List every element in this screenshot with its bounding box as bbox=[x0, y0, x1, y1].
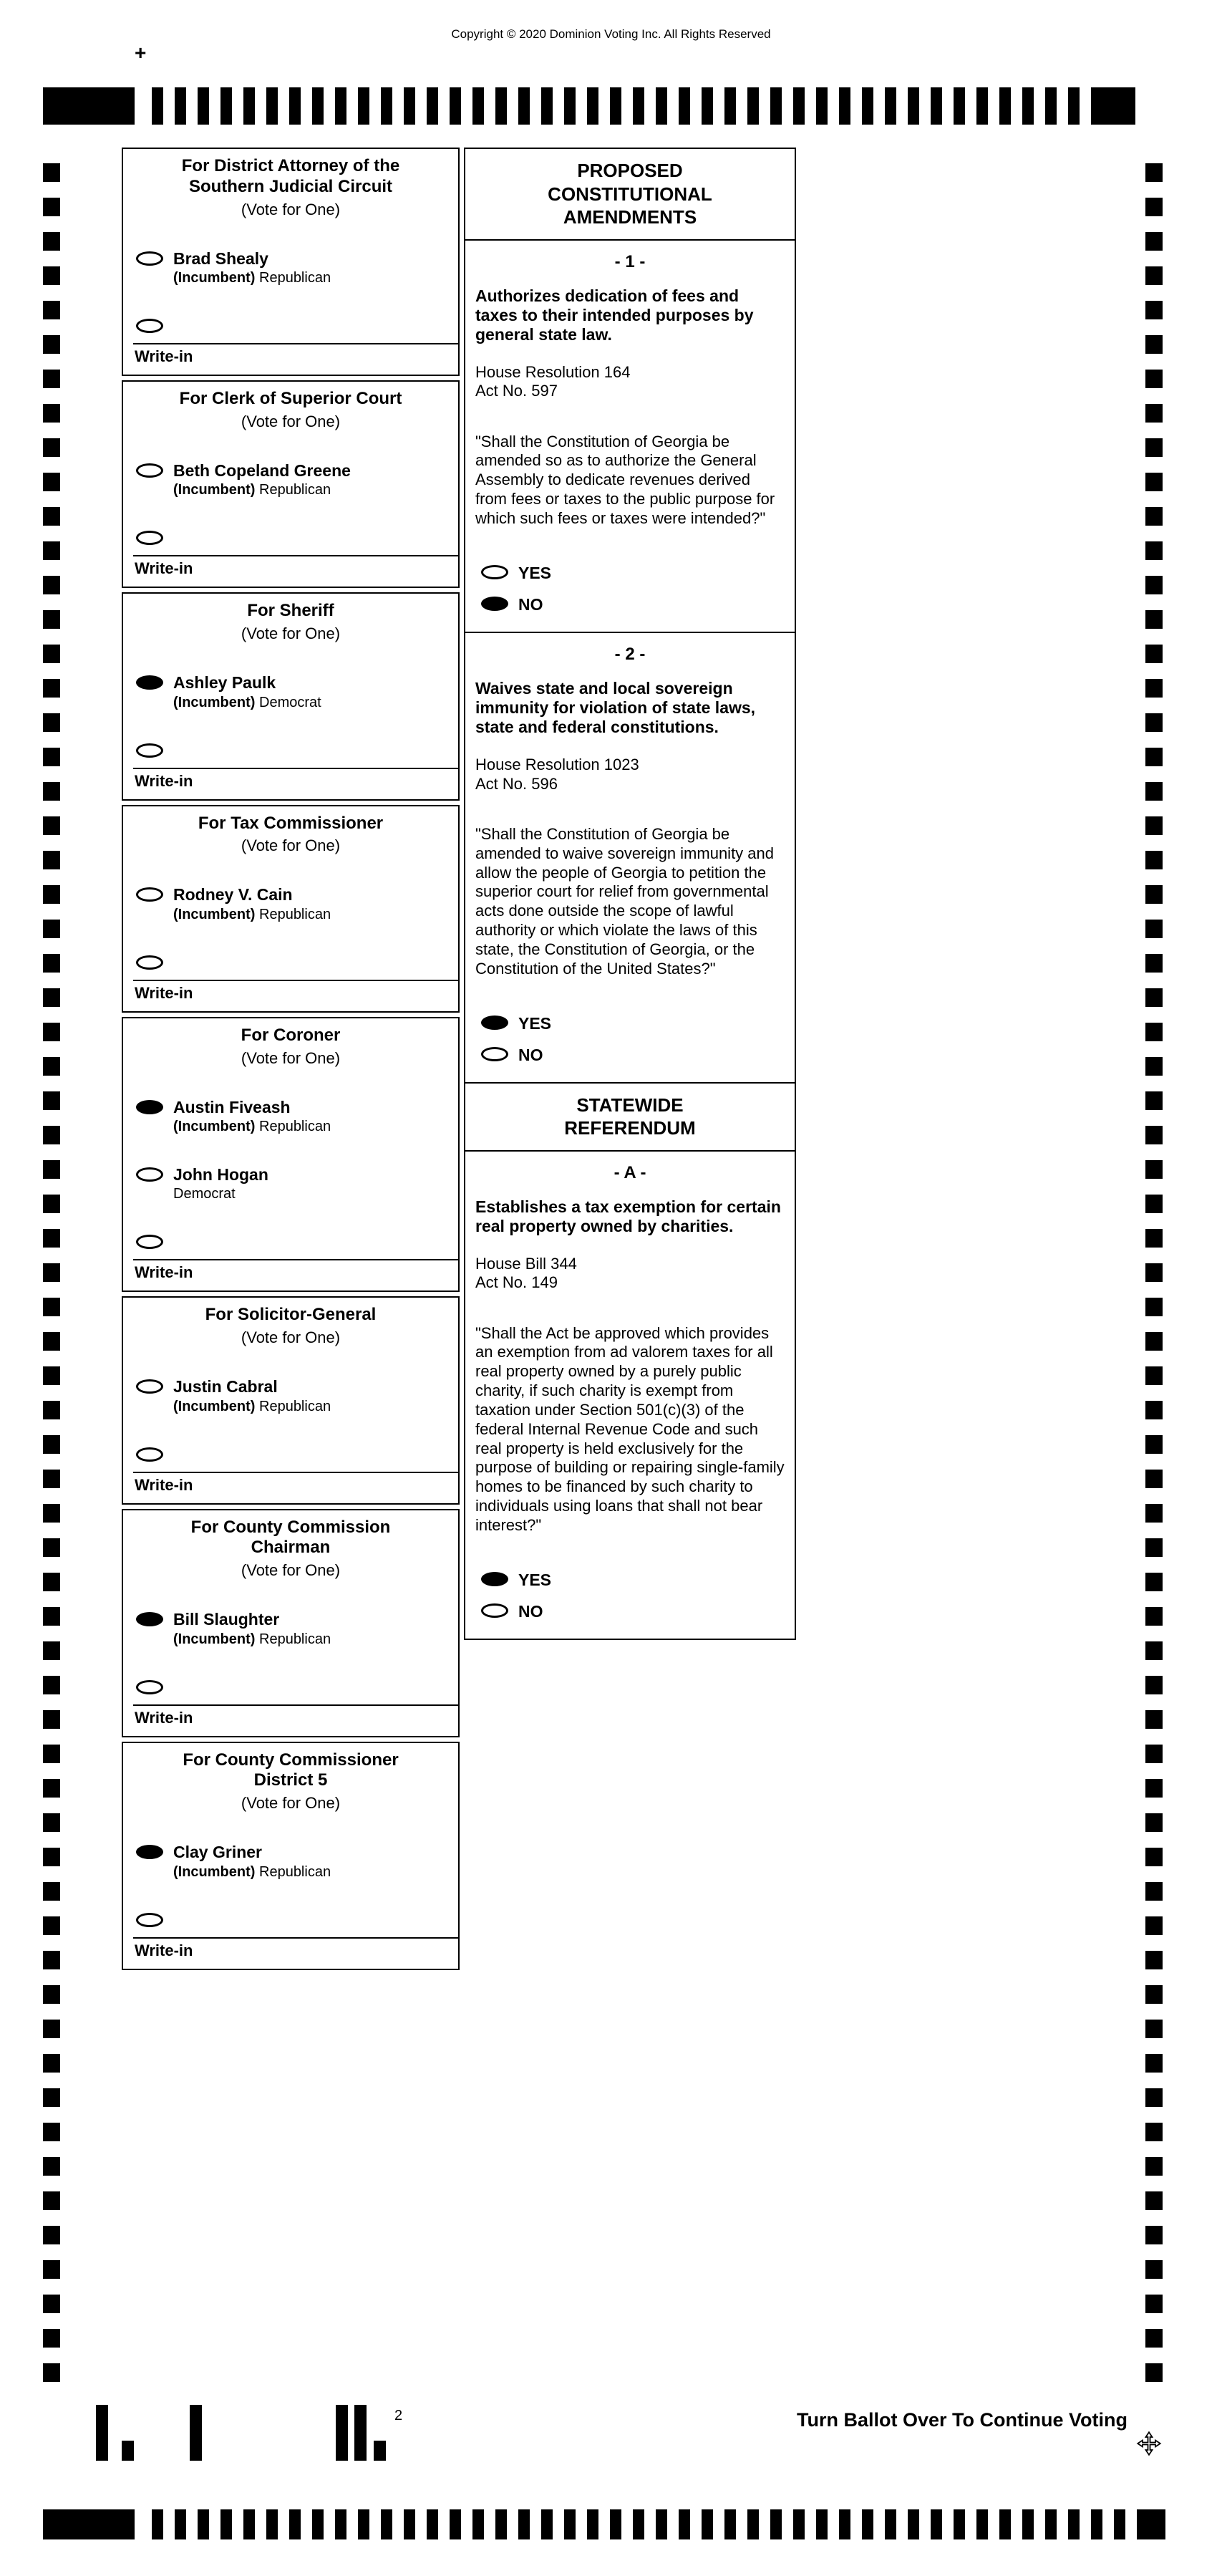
amendments-header: PROPOSED CONSTITUTIONAL AMENDMENTS bbox=[465, 149, 795, 241]
candidate-party-name: Republican bbox=[259, 482, 331, 498]
candidate-party bbox=[173, 1864, 331, 1881]
write-in-bubble[interactable] bbox=[136, 1447, 163, 1462]
measure-number: - 1 - bbox=[614, 251, 646, 271]
candidate-party bbox=[173, 1631, 331, 1648]
contest-clerk-superior-court bbox=[122, 380, 460, 588]
referendum-header: STATEWIDE REFERENDUM bbox=[465, 1084, 795, 1152]
candidate-option[interactable] bbox=[136, 885, 458, 922]
candidate-qualifier: (Incumbent) bbox=[173, 482, 256, 498]
candidate-party bbox=[173, 695, 321, 711]
ballot-code-mark bbox=[354, 2405, 367, 2461]
candidate-qualifier: (Incumbent) bbox=[173, 1398, 256, 1414]
ballot-code-mark bbox=[122, 2441, 134, 2461]
yes-bubble[interactable] bbox=[481, 565, 508, 579]
measure-number: - 2 - bbox=[614, 644, 646, 664]
candidate-name: Clay Griner bbox=[173, 1843, 262, 1862]
candidate-party bbox=[173, 270, 331, 286]
candidate-name: Ashley Paulk bbox=[173, 673, 276, 693]
vote-bubble[interactable] bbox=[136, 1612, 163, 1626]
measures-column bbox=[464, 148, 796, 1640]
contest-title: For District Attorney of the Southern Judicial Circuit bbox=[181, 156, 400, 196]
authority-line: House Resolution 1023 bbox=[475, 756, 639, 774]
candidate-text bbox=[173, 885, 331, 922]
candidate-text bbox=[173, 673, 321, 710]
yes-bubble[interactable] bbox=[481, 1016, 508, 1030]
vote-instruction: (Vote for One) bbox=[241, 200, 341, 218]
no-label: NO bbox=[518, 594, 543, 614]
timing-marks-top bbox=[0, 87, 1222, 125]
vote-instruction: (Vote for One) bbox=[241, 412, 341, 430]
contest-sheriff bbox=[122, 592, 460, 800]
candidate-party-name: Democrat bbox=[173, 1186, 236, 1202]
candidate-qualifier: (Incumbent) bbox=[173, 1863, 256, 1880]
candidate-party-name: Republican bbox=[259, 1863, 331, 1880]
contest-title: For Coroner bbox=[241, 1025, 341, 1045]
ballot-code-mark bbox=[96, 2405, 108, 2461]
candidate-option[interactable] bbox=[136, 461, 458, 498]
act-line: Act No. 149 bbox=[475, 1273, 558, 1292]
candidate-name: Justin Cabral bbox=[173, 1377, 278, 1396]
write-in-line[interactable] bbox=[133, 980, 458, 981]
candidate-qualifier: (Incumbent) bbox=[173, 1118, 256, 1134]
no-option[interactable] bbox=[481, 1045, 785, 1065]
ballot-code-mark bbox=[374, 2441, 386, 2461]
contest-title: For Sheriff bbox=[247, 601, 334, 621]
ballot-code-mark bbox=[336, 2405, 348, 2461]
candidate-party-name: Democrat bbox=[259, 694, 321, 710]
vote-instruction: (Vote for One) bbox=[241, 1794, 341, 1813]
candidate-text bbox=[173, 249, 331, 286]
write-in-bubble[interactable] bbox=[136, 955, 163, 970]
write-in-option[interactable] bbox=[136, 317, 458, 333]
yes-option[interactable] bbox=[481, 563, 785, 583]
write-in-bubble[interactable] bbox=[136, 319, 163, 333]
write-in-label: Write-in bbox=[135, 559, 193, 578]
contest-district-attorney bbox=[122, 148, 460, 376]
write-in-label: Write-in bbox=[135, 1263, 193, 1282]
candidate-name: Austin Fiveash bbox=[173, 1097, 291, 1116]
vote-bubble[interactable] bbox=[136, 1100, 163, 1114]
write-in-line[interactable] bbox=[133, 768, 458, 769]
contest-title: For Clerk of Superior Court bbox=[179, 389, 402, 409]
measure-summary: Authorizes dedication of fees and taxes to their intended purposes by general state law. bbox=[475, 286, 754, 344]
vote-instruction: (Vote for One) bbox=[241, 1328, 341, 1347]
act-line: Act No. 597 bbox=[475, 382, 558, 400]
no-label: NO bbox=[518, 1045, 543, 1064]
candidate-name: Rodney V. Cain bbox=[173, 885, 293, 905]
candidate-qualifier: (Incumbent) bbox=[173, 1631, 256, 1647]
timing-marks-right bbox=[1145, 163, 1163, 2382]
candidate-option[interactable] bbox=[136, 1165, 458, 1202]
candidate-party-name: Republican bbox=[259, 270, 331, 286]
write-in-label: Write-in bbox=[135, 1475, 193, 1494]
write-in-option[interactable] bbox=[136, 1911, 458, 1927]
measure-1 bbox=[465, 241, 795, 633]
timing-block bbox=[43, 2509, 135, 2539]
timing-block bbox=[43, 87, 135, 125]
authority-line: House Resolution 164 bbox=[475, 362, 631, 381]
vote-bubble[interactable] bbox=[136, 1845, 163, 1859]
write-in-label: Write-in bbox=[135, 771, 193, 790]
candidate-option[interactable] bbox=[136, 1610, 458, 1647]
vote-bubble[interactable] bbox=[136, 251, 163, 266]
write-in-bubble[interactable] bbox=[136, 1680, 163, 1694]
candidate-name: Bill Slaughter bbox=[173, 1610, 280, 1629]
candidate-option[interactable] bbox=[136, 249, 458, 286]
measure-question: "Shall the Constitution of Georgia be amended so as to authorize the General Assembly to dedicate revenues derived from fees or taxes to the public purpose for which such fees or taxes were intended?" bbox=[475, 432, 775, 527]
measure-authority bbox=[475, 363, 785, 401]
vote-instruction: (Vote for One) bbox=[241, 836, 341, 855]
candidate-party-name: Republican bbox=[259, 1631, 331, 1647]
candidate-qualifier: (Incumbent) bbox=[173, 906, 256, 922]
candidate-option[interactable] bbox=[136, 1098, 458, 1135]
candidate-party bbox=[173, 1399, 331, 1415]
timing-marks-bottom bbox=[0, 2509, 1222, 2539]
vote-bubble[interactable] bbox=[136, 1379, 163, 1394]
write-in-label: Write-in bbox=[135, 1708, 193, 1727]
candidate-party bbox=[173, 1186, 268, 1202]
candidate-text bbox=[173, 1165, 268, 1202]
authority-line: House Bill 344 bbox=[475, 1254, 577, 1273]
candidate-name: Brad Shealy bbox=[173, 249, 268, 268]
candidate-name: Beth Copeland Greene bbox=[173, 460, 351, 480]
timing-marks-left bbox=[43, 163, 60, 2382]
no-bubble[interactable] bbox=[481, 597, 508, 611]
candidate-text bbox=[173, 1377, 331, 1414]
candidate-qualifier: (Incumbent) bbox=[173, 270, 256, 286]
vote-bubble[interactable] bbox=[136, 1167, 163, 1182]
timing-block bbox=[1091, 87, 1135, 125]
contest-county-commissioner-district-5 bbox=[122, 1742, 460, 1970]
candidate-option[interactable] bbox=[136, 1377, 458, 1414]
timing-bars bbox=[152, 87, 1080, 125]
sheet-mark: 2 bbox=[394, 2408, 403, 2423]
write-in-bubble[interactable] bbox=[136, 1235, 163, 1249]
write-in-line[interactable] bbox=[133, 1259, 458, 1260]
write-in-line[interactable] bbox=[133, 1704, 458, 1706]
yes-label: YES bbox=[518, 563, 552, 582]
contest-title: For County Commission Chairman bbox=[190, 1517, 391, 1558]
contest-tax-commissioner bbox=[122, 805, 460, 1013]
measure-question: "Shall the Constitution of Georgia be amended to waive sovereign immunity and allow the people of Georgia to petition the superior court for relief from governmental acts done outside the scope of lawful authority or which violate the laws of this state, the Constitution of Georgia, or the Constitution of the United States?" bbox=[475, 824, 775, 978]
yes-option[interactable] bbox=[481, 1570, 785, 1590]
write-in-bubble[interactable] bbox=[136, 1913, 163, 1927]
no-label: NO bbox=[518, 1601, 543, 1621]
turn-ballot-over-text: Turn Ballot Over To Continue Voting bbox=[797, 2409, 1128, 2431]
no-option[interactable] bbox=[481, 1601, 785, 1621]
candidate-option[interactable] bbox=[136, 1843, 458, 1880]
write-in-line[interactable] bbox=[133, 1937, 458, 1939]
candidate-party-name: Republican bbox=[259, 1398, 331, 1414]
vote-bubble[interactable] bbox=[136, 887, 163, 902]
contest-solicitor-general bbox=[122, 1296, 460, 1504]
measure-authority bbox=[475, 756, 785, 793]
write-in-line[interactable] bbox=[133, 555, 458, 556]
write-in-bubble[interactable] bbox=[136, 743, 163, 758]
vote-instruction: (Vote for One) bbox=[241, 1561, 341, 1580]
write-in-bubble[interactable] bbox=[136, 531, 163, 545]
candidate-text bbox=[173, 1098, 331, 1135]
measure-a bbox=[465, 1152, 795, 1639]
measure-question: "Shall the Act be approved which provides an exemption from ad valorem taxes for all real property owned by a purely public charity, if such charity is exempt from taxation under Section 501(c)(3) of the federal Internal Revenue Code and such real property is held exclusively for the purpose of building or repairing single-family homes to be financed by such charity to individuals using loans that shall not bear interest?" bbox=[475, 1323, 785, 1534]
candidate-party-name: Republican bbox=[259, 906, 331, 922]
write-in-label: Write-in bbox=[135, 347, 193, 366]
timing-bars bbox=[152, 2509, 1125, 2539]
write-in-option[interactable] bbox=[136, 1445, 458, 1462]
contest-title: For Tax Commissioner bbox=[198, 813, 384, 833]
copyright-text: Copyright © 2020 Dominion Voting Inc. All Rights Reserved bbox=[451, 27, 771, 41]
candidate-text bbox=[173, 461, 351, 498]
candidate-name: John Hogan bbox=[173, 1164, 268, 1184]
write-in-line[interactable] bbox=[133, 343, 458, 344]
yes-option[interactable] bbox=[481, 1013, 785, 1033]
vote-bubble[interactable] bbox=[136, 463, 163, 478]
measure-summary: Waives state and local sovereign immunity for violation of state laws, state and federal constitutions. bbox=[475, 678, 756, 737]
write-in-option[interactable] bbox=[136, 529, 458, 545]
contests-column bbox=[122, 148, 460, 1974]
vote-instruction: (Vote for One) bbox=[241, 624, 341, 643]
write-in-label: Write-in bbox=[135, 983, 193, 1002]
write-in-line[interactable] bbox=[133, 1472, 458, 1473]
candidate-party bbox=[173, 1119, 331, 1135]
candidate-party bbox=[173, 482, 351, 498]
candidate-party-name: Republican bbox=[259, 1118, 331, 1134]
timing-block bbox=[1137, 2509, 1165, 2539]
contest-county-commission-chairman bbox=[122, 1509, 460, 1737]
write-in-option[interactable] bbox=[136, 953, 458, 970]
turn-over-arrows-icon bbox=[1136, 2431, 1162, 2456]
candidate-qualifier: (Incumbent) bbox=[173, 694, 256, 710]
act-line: Act No. 596 bbox=[475, 774, 558, 793]
no-option[interactable] bbox=[481, 594, 785, 614]
write-in-option[interactable] bbox=[136, 1678, 458, 1694]
yes-label: YES bbox=[518, 1013, 552, 1033]
no-bubble[interactable] bbox=[481, 1603, 508, 1618]
no-bubble[interactable] bbox=[481, 1047, 508, 1061]
candidate-text bbox=[173, 1610, 331, 1647]
yes-label: YES bbox=[518, 1570, 552, 1589]
registration-mark: + bbox=[135, 42, 147, 64]
measure-number: - A - bbox=[614, 1162, 646, 1182]
write-in-label: Write-in bbox=[135, 1941, 193, 1959]
contest-title: For County Commissioner District 5 bbox=[183, 1750, 399, 1790]
candidate-text bbox=[173, 1843, 331, 1880]
measure-authority bbox=[475, 1255, 785, 1293]
candidate-option[interactable] bbox=[136, 673, 458, 710]
contest-title: For Solicitor-General bbox=[205, 1305, 377, 1325]
write-in-option[interactable] bbox=[136, 1232, 458, 1249]
measure-summary: Establishes a tax exemption for certain real property owned by charities. bbox=[475, 1197, 781, 1235]
ballot-code-mark bbox=[190, 2405, 202, 2461]
write-in-option[interactable] bbox=[136, 741, 458, 758]
vote-instruction: (Vote for One) bbox=[241, 1048, 341, 1067]
candidate-party bbox=[173, 907, 331, 923]
yes-bubble[interactable] bbox=[481, 1572, 508, 1586]
vote-bubble[interactable] bbox=[136, 675, 163, 690]
measure-2 bbox=[465, 633, 795, 1084]
contest-coroner bbox=[122, 1017, 460, 1293]
